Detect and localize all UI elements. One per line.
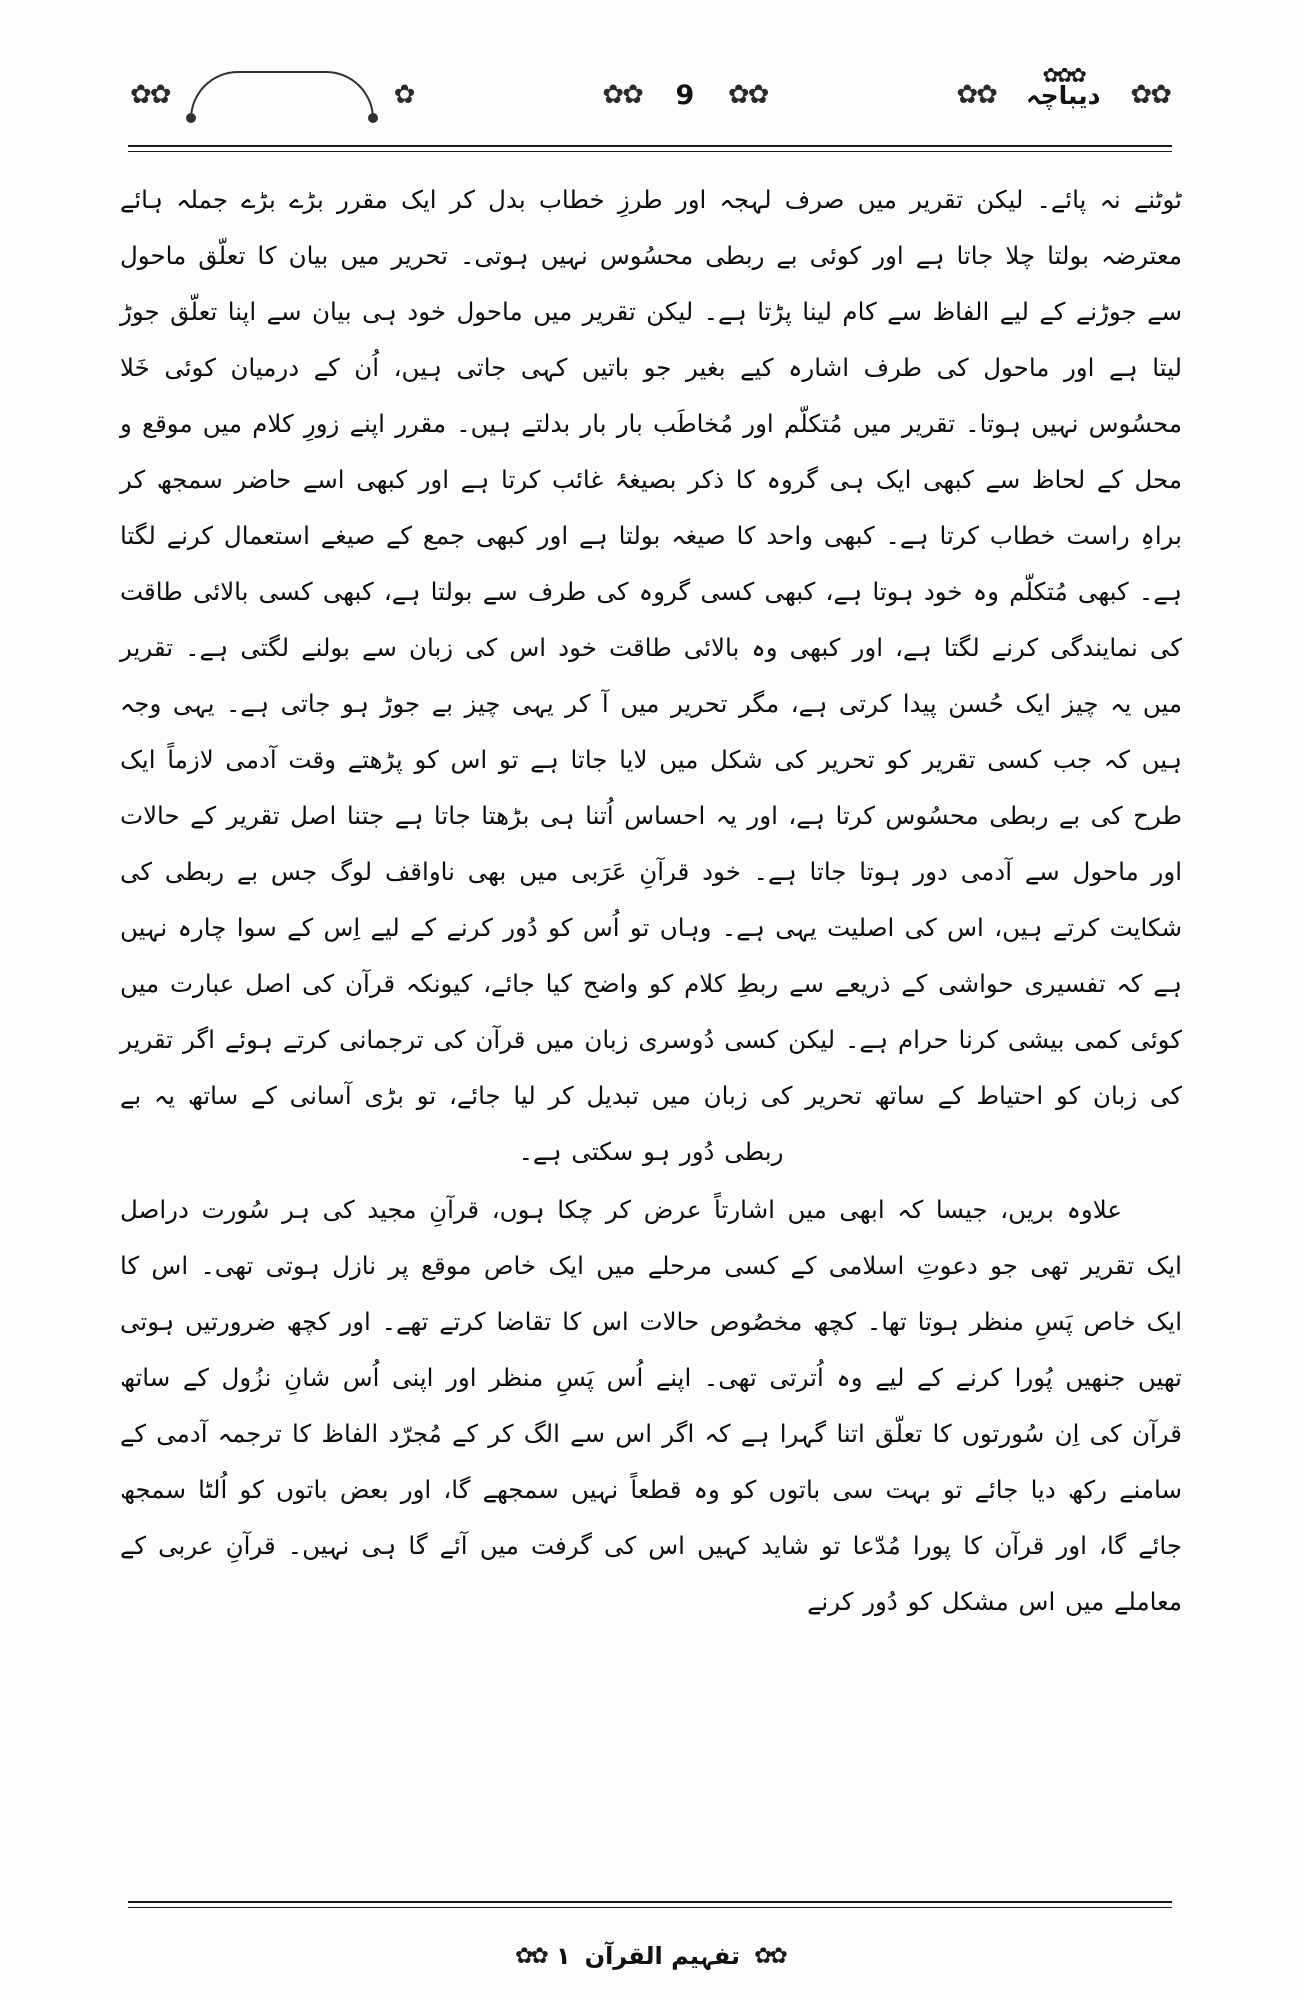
book-title: تفہیم القرآن bbox=[584, 1942, 741, 1970]
header-ornament-inner-icon: ✿✿ bbox=[956, 80, 996, 110]
footer-ornament-left-icon: ✿✿ bbox=[515, 1943, 546, 1969]
header-ornament-edge-icon: ✿✿ bbox=[130, 80, 170, 110]
page-footer bbox=[0, 1942, 1300, 1970]
chapter-name: دیباچہ bbox=[1025, 80, 1101, 110]
paragraph-1: ٹوٹنے نہ پائے۔ لیکن تقریر میں صرف لہجہ اور طرزِ خطاب بدل کر ایک مقرر بڑے بڑے جملہ ہائے معترضہ بولتا چلا جاتا ہے اور کوئی بے ربطی محسُوس نہیں ہوتی۔ تحریر میں بیان کا تعلّق ماحول سے جوڑنے کے لیے الفاظ سے کام لینا پڑتا ہے۔ لیکن تقریر میں ماحول خود ہی بیان سے اپنا تعلّق جوڑ لیتا ہے اور ماحول کی طرف اشارہ کیے بغیر جو باتیں کہی جاتی ہیں، اُن کے درمیان کوئی خَلا محسُوس نہیں ہوتا۔ تقریر میں مُتکلّم اور مُخاطَب بار بار بدلتے ہیں۔ مقرر اپنے زورِ کلام میں موقع و محل کے لحاظ سے کبھی ایک ہی گروہ کا ذکر بصیغۂ غائب کرتا ہے اور کبھی اسے حاضر سمجھ کر براہِ راست خطاب کرتا ہے۔ کبھی واحد کا صیغہ بولتا ہے اور کبھی جمع کے صیغے استعمال کرنے لگتا ہے۔ کبھی مُتکلّم وہ خود ہوتا ہے، کبھی کسی گروہ کی طرف سے بولتا ہے، کبھی کسی بالائی طاقت کی نمایندگی کرنے لگتا ہے، اور کبھی وہ بالائی طاقت خود اس کی زبان سے بولنے لگتی ہے۔ تقریر میں یہ چیز ایک حُسن پیدا کرتی ہے، مگر تحریر میں آ کر یہی چیز بے جوڑ ہو جاتی ہے۔ یہی وجہ ہیں کہ جب کسی تقریر کو تحریر کی شکل میں لایا جاتا ہے تو اس کو پڑھتے وقت آدمی لازماً ایک طرح کی بے ربطی محسُوس کرتا ہے، اور یہ احساس اُتنا ہی بڑھتا جاتا ہے جتنا اصل تقریر کے حالات اور ماحول سے آدمی دور ہوتا جاتا ہے۔ خود قرآنِ عَرَبی میں بھی ناواقف لوگ جس بے ربطی کی شکایت کرتے ہیں، اس کی اصلیت یہی ہے۔ وہاں تو اُس کو دُور کرنے کے لیے اِس کے سوا چارہ نہیں ہے کہ تفسیری حواشی کے ذریعے سے ربطِ کلام کو واضح کیا جائے، کیونکہ قرآن کی اصل عبارت میں کوئی کمی بیشی کرنا حرام ہے۔ لیکن کسی دُوسری زبان میں قرآن کی ترجمانی کرتے ہوئے اگر تقریر کی زبان کو احتیاط کے ساتھ تحریر کی زبان میں تبدیل کر لیا جائے، تو بڑی آسانی کے ساتھ یہ بے ربطی دُور ہو سکتی ہے۔ bbox=[120, 185, 1182, 1166]
header-ornament-left-of-number-icon: ✿✿ bbox=[727, 80, 768, 110]
badge-cap-icon: ✿✿✿ bbox=[1042, 62, 1084, 87]
header-ornament-far-left-icon: ✿ bbox=[393, 80, 414, 110]
chapter-badge bbox=[1010, 62, 1116, 112]
header-arc-ornament-icon bbox=[190, 71, 374, 119]
header-ornament-right-icon: ✿✿ bbox=[1130, 80, 1170, 110]
paragraph-2: علاوہ بریں، جیسا کہ ابھی میں اشارتاً عرض کر چکا ہوں، قرآنِ مجید کی ہر سُورت دراصل ایک تقریر تھی جو دعوتِ اسلامی کے کسی مرحلے میں ایک خاص موقع پر نازل ہوتی تھی۔ اس کا ایک خاص پَسِ منظر ہوتا تھا۔ کچھ مخصُوص حالات اس کا تقاضا کرتے تھے۔ اور کچھ ضرورتیں ہوتی تھیں جنھیں پُورا کرنے کے لیے وہ اُترتی تھی۔ اپنے اُس پَسِ منظر اور اپنی اُس شانِ نزُول کے ساتھ قرآن کی اِن سُورتوں کا تعلّق اتنا گہرا ہے کہ اگر اس سے الگ کر کے مُجرّد الفاظ کا ترجمہ آدمی کے سامنے رکھ دیا جائے تو بہت سی باتوں کو وہ قطعاً نہیں سمجھے گا، اور بعض باتوں کو اُلٹا سمجھ جائے گا، اور قرآن کا پورا مُدّعا تو شاید کہیں اس کی گرفت میں آئے گا ہی نہیں۔ قرآنِ عربی کے معاملے میں اس مشکل کو دُور کرنے bbox=[120, 1195, 1182, 1616]
page-number: 9 bbox=[675, 79, 695, 111]
page-header bbox=[130, 60, 1170, 130]
volume-number: ۱ bbox=[555, 1942, 571, 1970]
page-content bbox=[120, 172, 1182, 1880]
footer-ornament-right-icon: ✿✿ bbox=[754, 1943, 785, 1969]
header-divider bbox=[128, 145, 1172, 152]
footer-divider bbox=[128, 1901, 1172, 1908]
header-ornament-right-of-number-icon: ✿✿ bbox=[602, 80, 642, 110]
